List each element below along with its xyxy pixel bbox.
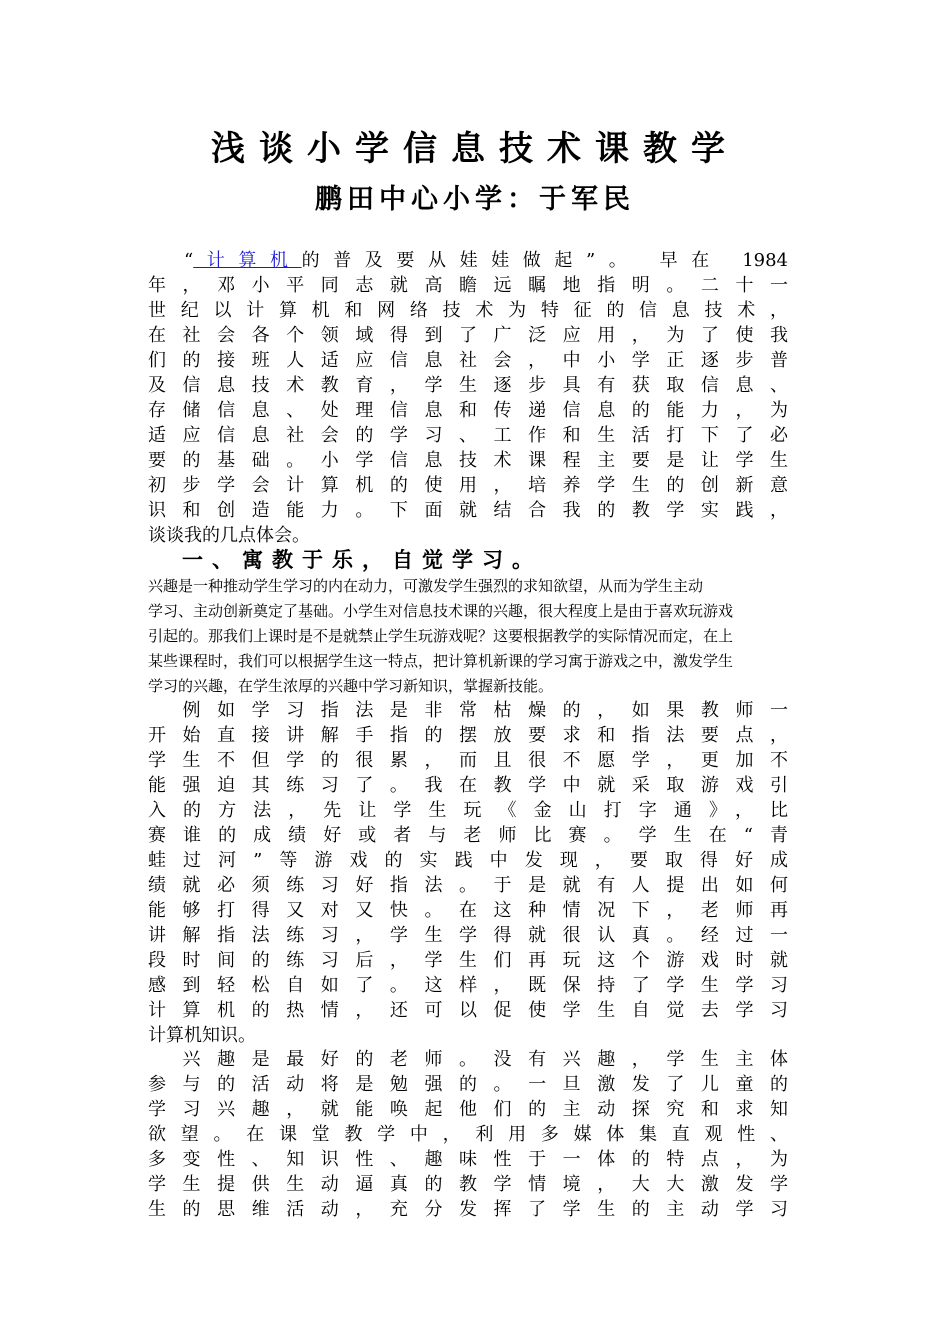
text-line: 适应信息社会的学习、工作和生活打下了必 (148, 425, 788, 446)
text-line: 感到轻松自如了。这样，既保持了学生学习 (148, 975, 788, 996)
text-line: 世纪以计算机和网络技术为特征的信息技术， (148, 300, 788, 321)
text-line: 引起的。那我们上课时是不是就禁止学生玩游戏呢？这要根据教学的实际情况而定，在上 (148, 627, 734, 645)
text-line: 蛙过河”等游戏的实践中发现，要取得好成 (148, 850, 788, 871)
text-line: 学生提供生动逼真的教学情境，大大激发学 (148, 1174, 788, 1195)
intro-first-line: “计算机的普及要从娃娃做起”。 早在 1984 (184, 250, 789, 271)
text-line: 及信息技术教育，学生逐步具有获取信息、 (148, 375, 788, 396)
text-line: 能够打得又对又快。在这种情况下，老师再 (148, 900, 788, 921)
text-line: 谈谈我的几点体会。 (148, 525, 310, 546)
text-line: 学习、主动创新奠定了基础。小学生对信息技术课的兴趣，很大程度上是由于喜欢玩游戏 (148, 602, 734, 620)
text-line: 存储信息、处理信息和传递信息的能力，为 (148, 400, 788, 421)
text-line: 们的接班人适应信息社会，中小学正逐步普 (148, 350, 788, 371)
text-line: 参与的活动将是勉强的。一旦激发了儿童的 (148, 1074, 788, 1095)
text-line: 初步学会计算机的使用，培养学生的创新意 (148, 475, 788, 496)
text-line: 识和创造能力。下面就结合我的教学实践， (148, 500, 788, 521)
text-line: 生的思维活动，充分发挥了学生的主动学习 (148, 1199, 788, 1220)
text-line: 学习兴趣，就能唤起他们的主动探究和求知 (148, 1099, 788, 1120)
computer-link[interactable]: 计算机 (193, 250, 302, 271)
section-1-heading: 一、寓教于乐，自觉学习。 (182, 547, 542, 572)
text-line: 兴趣是最好的老师。没有兴趣，学生主体 (148, 1049, 788, 1070)
text-line: 能强迫其练习了。我在教学中就采取游戏引 (148, 775, 788, 796)
text-line: 在社会各个领域得到了广泛应用，为了使我 (148, 325, 788, 346)
text-line: 欲望。在课堂教学中，利用多媒体集直观性、 (148, 1124, 788, 1145)
intro-lines (148, 273, 788, 548)
text-line: 例如学习指法是非常枯燥的，如果教师一 (148, 700, 788, 721)
text-line: 学习的兴趣，在学生浓厚的兴趣中学习新知识，掌握新技能。 (148, 677, 554, 695)
document-title: 浅谈小学信息技术课教学 (211, 129, 739, 169)
text-line: 年，邓小平同志就高瞻远瞩地指明。二十一 (148, 275, 788, 296)
text-line: 入的方法，先让学生玩《金山打字通》，比 (148, 800, 788, 821)
intro-paragraph (148, 248, 788, 548)
text-line: 学生不但学的很累，而且很不愿学，更加不 (148, 750, 788, 771)
text-line: 计算机知识。 (148, 1025, 256, 1046)
interest-teacher-paragraph (148, 1047, 788, 1222)
text-line: 绩就必须练习好指法。于是就有人提出如何 (148, 875, 788, 896)
text-line: 某些课程时，我们可以根据学生这一特点，把计算机新课的学习寓于游戏之中，激发学生 (148, 652, 734, 670)
interest-paragraph (148, 574, 808, 699)
text-line: 段时间的练习后，学生们再玩这个游戏时就 (148, 950, 788, 971)
text-line: 赛谁的成绩好或者与老师比赛。学生在“青 (148, 825, 788, 846)
text-line: 讲解指法练习，学生学得就很认真。经过一 (148, 925, 788, 946)
document-author: 鹏田中心小学：于军民 (315, 184, 635, 215)
typing-example-paragraph (148, 698, 788, 1048)
text-line: 计算机的热情，还可以促使学生自觉去学习 (148, 1000, 788, 1021)
text-line: 兴趣是一种推动学生学习的内在动力，可激发学生强烈的求知欲望，从而为学生主动 (148, 577, 704, 595)
text-line: 开始直接讲解手指的摆放要求和指法要点， (148, 725, 788, 746)
text-line: 多变性、知识性、趣味性于一体的特点，为 (148, 1149, 788, 1170)
text-line: 要的基础。小学信息技术课程主要是让学生 (148, 450, 788, 471)
